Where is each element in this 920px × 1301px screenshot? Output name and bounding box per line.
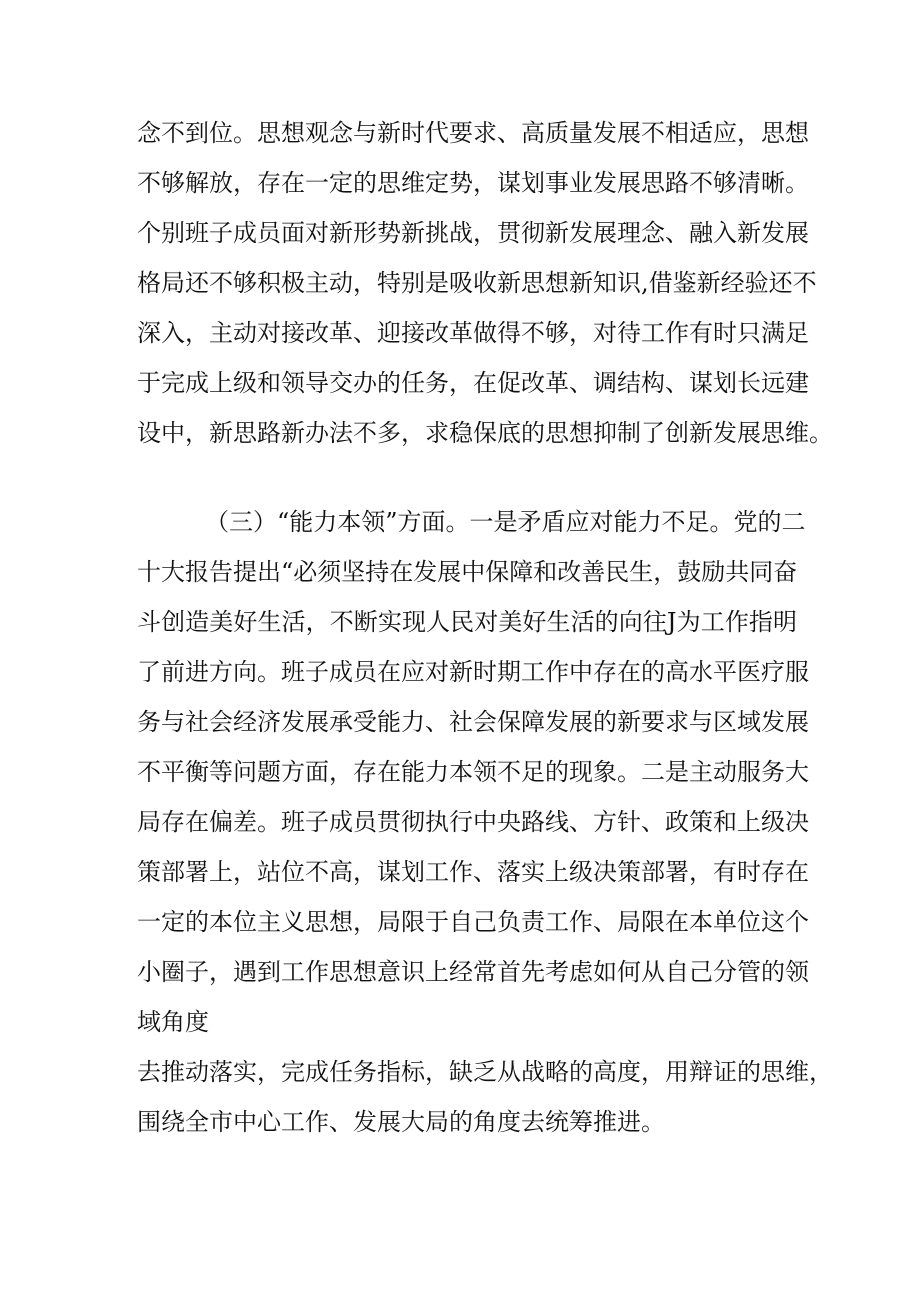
text-line: 于完成上级和领导交办的任务，在促改革、调结构、谋划长远建 xyxy=(137,369,809,397)
section-heading-line: （三）“能力本领”方面。一是矛盾应对能力不足。党的二 xyxy=(205,508,806,536)
text-line: 念不到位。思想观念与新时代要求、高质量发展不相适应，思想 xyxy=(137,119,809,147)
text-line: 小圈子，遇到工作思想意识上经常首先考虑如何从自己分管的领 xyxy=(137,958,809,986)
text-line: 斗创造美好生活，不断实现人民对美好生活的向往J为工作指明 xyxy=(137,608,797,636)
text-line: 不平衡等问题方面，存在能力本领不足的现象。二是主动服务大 xyxy=(137,758,809,786)
text-line: 了前进方向。班子成员在应对新时期工作中存在的高水平医疗服 xyxy=(137,658,809,686)
text-line: 务与社会经济发展承受能力、社会保障发展的新要求与区域发展 xyxy=(137,708,809,736)
text-line: 设中，新思路新办法不多，求稳保底的思想抑制了创新发展思维。 xyxy=(137,419,833,447)
text-line: 个别班子成员面对新形势新挑战，贯彻新发展理念、融入新发展 xyxy=(137,219,809,247)
text-line: 一定的本位主义思想，局限于自己负责工作、局限在本单位这个 xyxy=(137,908,809,936)
text-line: 十大报告提出“必须坚持在发展中保障和改善民生，鼓励共同奋 xyxy=(137,558,798,586)
text-line: 去推动落实，完成任务指标，缺乏从战略的高度，用辩证的思维， xyxy=(137,1058,833,1086)
text-line: 围绕全市中心工作、发展大局的角度去统筹推进。 xyxy=(137,1108,665,1136)
text-line: 深入，主动对接改革、迎接改革做得不够，对待工作有时只满足 xyxy=(137,319,809,347)
text-line: 策部署上，站位不高，谋划工作、落实上级决策部署，有时存在 xyxy=(137,858,809,886)
text-line: 域角度 xyxy=(137,1008,209,1036)
text-line: 格局还不够积极主动，特别是吸收新思想新知识,借鉴新经验还不 xyxy=(137,269,817,297)
text-line: 局存在偏差。班子成员贯彻执行中央路线、方针、政策和上级决 xyxy=(137,808,809,836)
text-line: 不够解放，存在一定的思维定势，谋划事业发展思路不够清晰。 xyxy=(137,169,809,197)
